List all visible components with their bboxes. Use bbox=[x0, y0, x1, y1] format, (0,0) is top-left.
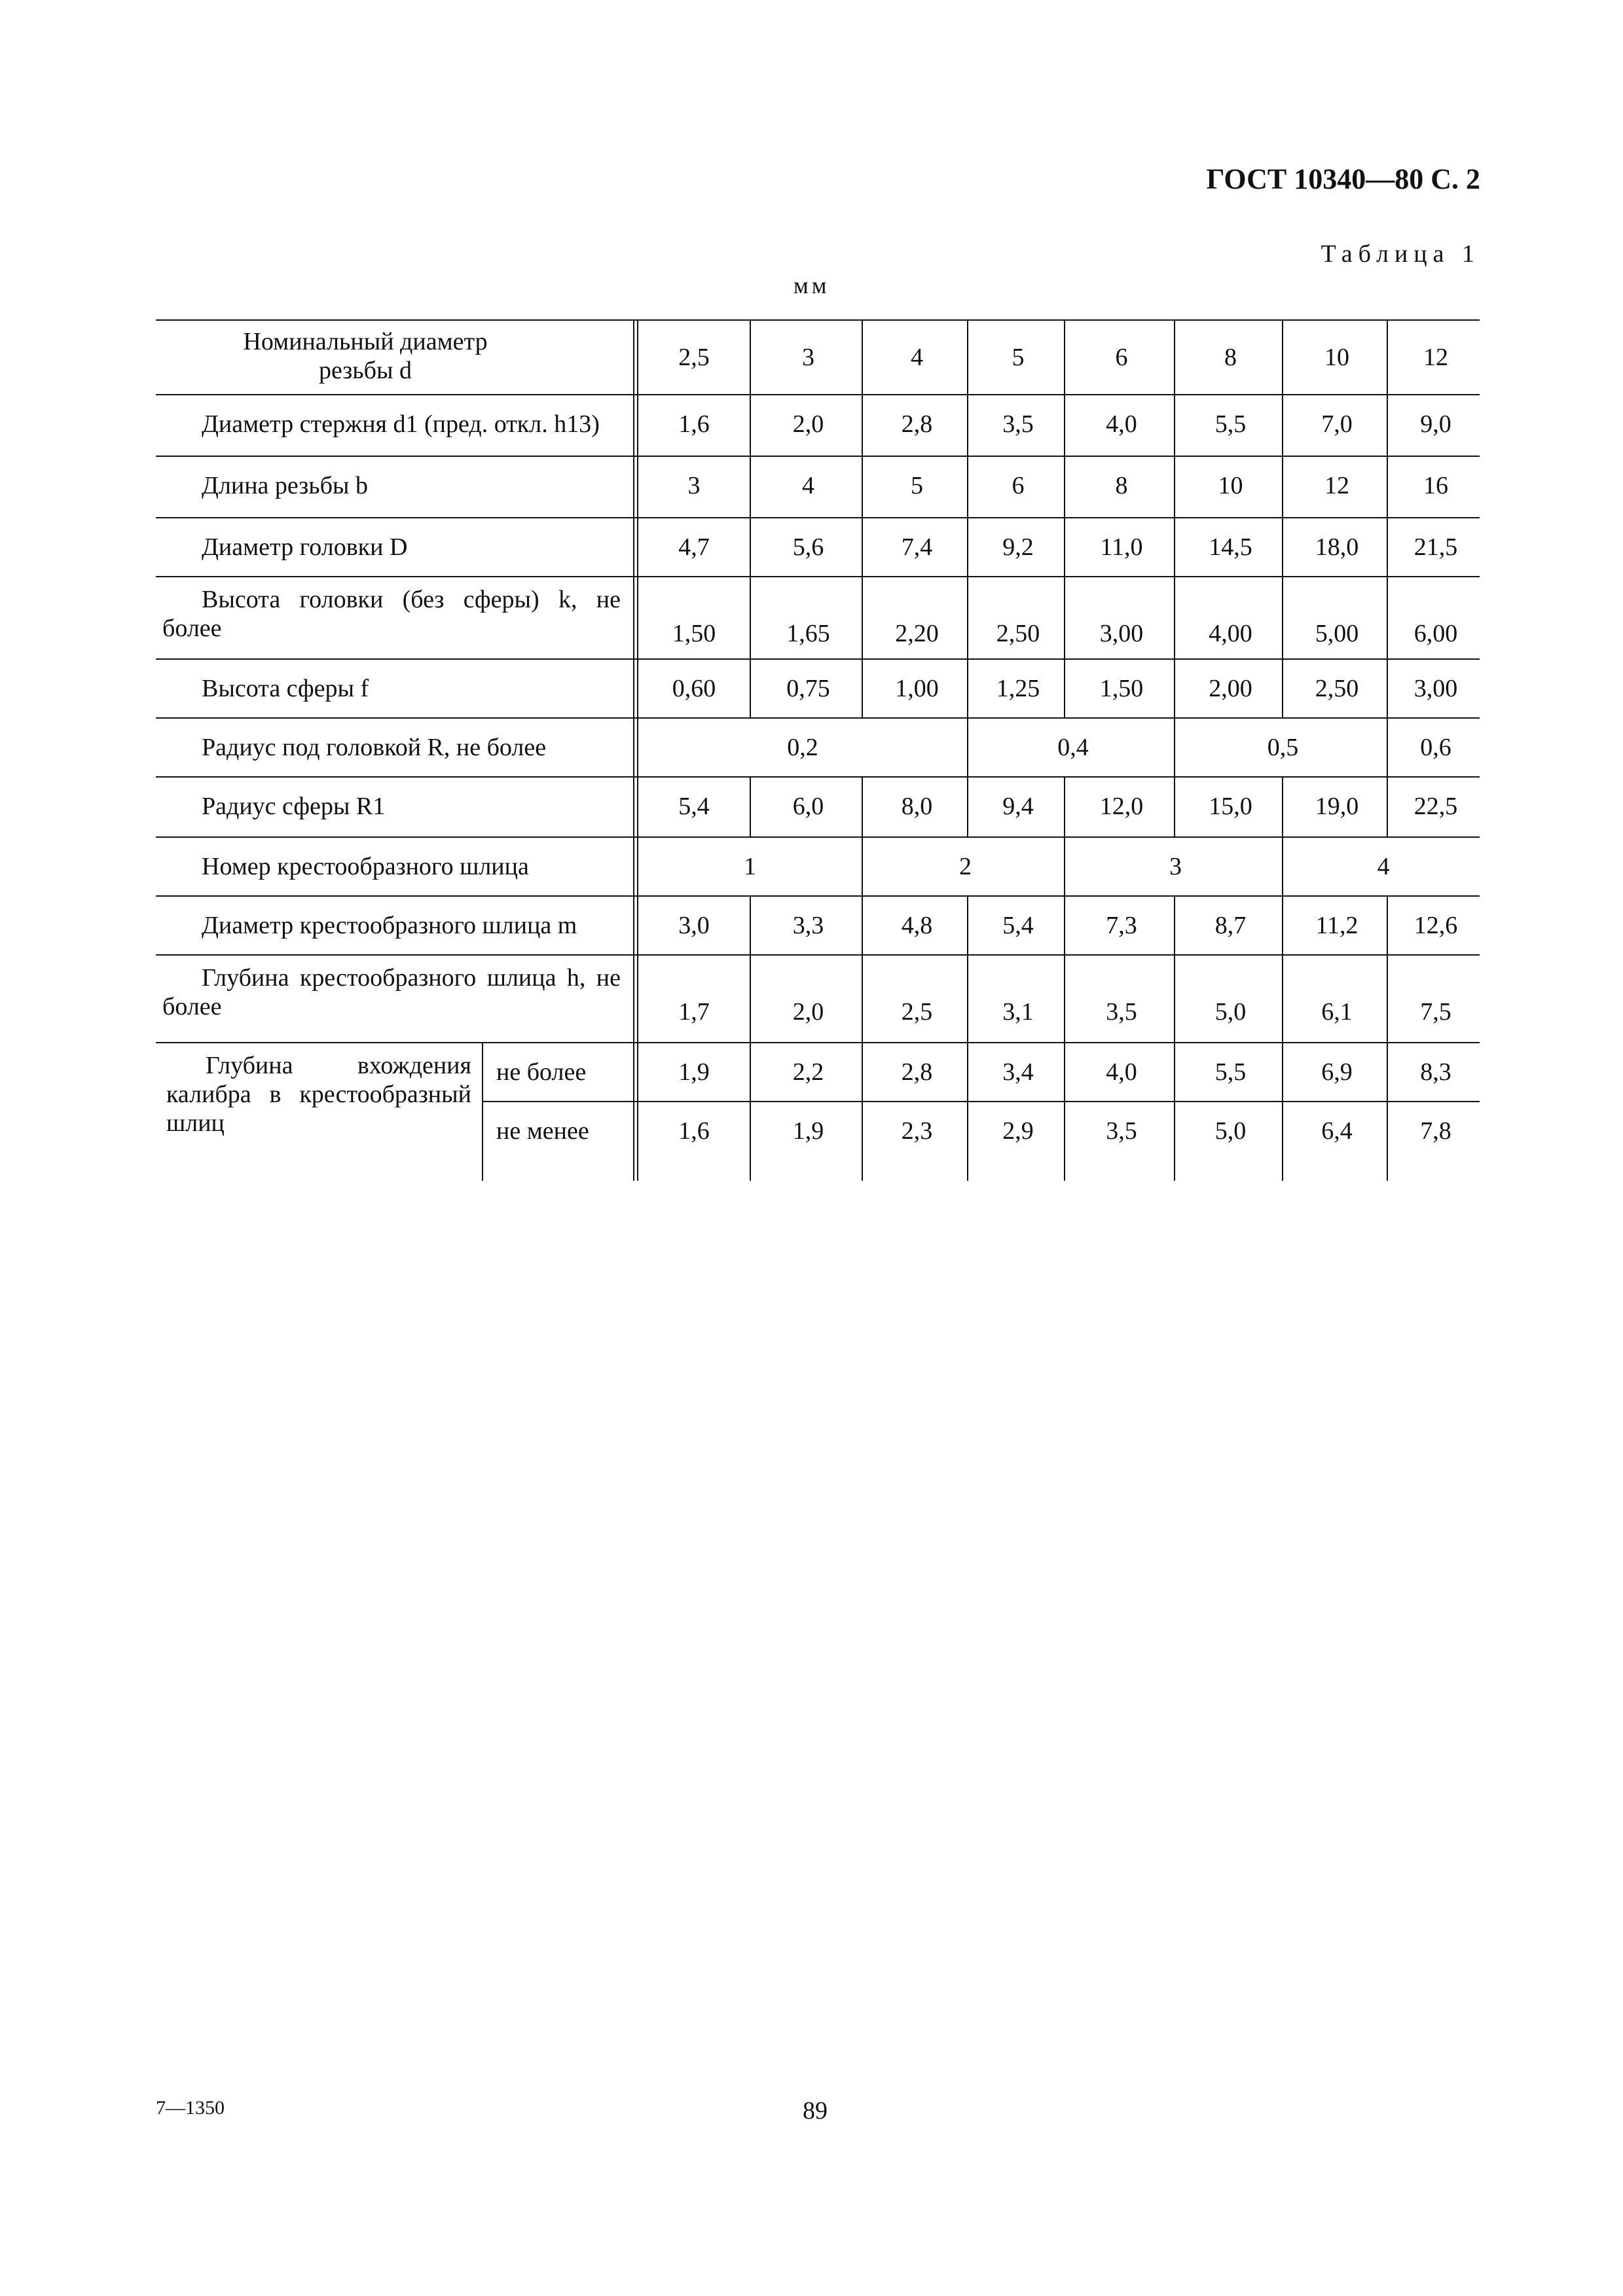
table-rule bbox=[1282, 836, 1283, 895]
header-value-d: 4 bbox=[911, 344, 923, 371]
row-value: 6,0 bbox=[792, 793, 824, 820]
page-number: 89 bbox=[803, 2097, 828, 2125]
row-value: 1 bbox=[744, 853, 756, 880]
sub-row-value: 6,9 bbox=[1321, 1058, 1353, 1086]
row-value: 4,0 bbox=[1106, 410, 1137, 438]
table-rule bbox=[1282, 394, 1283, 456]
sub-row-label: не менее bbox=[496, 1117, 589, 1145]
row-value: 5,6 bbox=[792, 533, 824, 561]
table-rule bbox=[1282, 1101, 1283, 1181]
table-rule bbox=[1064, 319, 1065, 394]
sub-row-value: 2,3 bbox=[901, 1117, 933, 1145]
table-rule bbox=[862, 517, 863, 576]
table-rule bbox=[156, 394, 1480, 395]
table-rule bbox=[1174, 658, 1175, 717]
table-rule bbox=[1064, 1042, 1065, 1101]
footer-code: 7—1350 bbox=[156, 2097, 225, 2119]
table-rule bbox=[1387, 576, 1388, 658]
table-rule bbox=[1387, 1042, 1388, 1101]
table-rule bbox=[967, 776, 968, 836]
sub-row-value: 5,0 bbox=[1214, 1117, 1247, 1145]
table-rule bbox=[1064, 776, 1065, 836]
row-label: Глубина крестообразного шлица h, не более bbox=[162, 964, 621, 1020]
row-value: 1,00 bbox=[895, 675, 939, 702]
table-rule bbox=[967, 319, 968, 394]
row-label: Длина резьбы b bbox=[202, 472, 368, 499]
header-value-d: 5 bbox=[1012, 344, 1025, 371]
table-rule bbox=[1282, 954, 1283, 1042]
row-value: 3,0 bbox=[678, 912, 710, 939]
table-rule bbox=[1174, 895, 1175, 954]
row-value: 1,25 bbox=[996, 675, 1040, 702]
table-rule bbox=[156, 954, 1480, 956]
table-rule bbox=[1174, 319, 1175, 394]
table-rule bbox=[156, 895, 1480, 897]
row-value: 9,4 bbox=[1002, 793, 1034, 820]
table-rule bbox=[1174, 1101, 1175, 1181]
row-value: 7,4 bbox=[901, 533, 933, 561]
row-value: 3 bbox=[1169, 853, 1182, 880]
row-value: 1,50 bbox=[1099, 675, 1144, 702]
table-rule bbox=[862, 1042, 863, 1101]
row-value: 11,2 bbox=[1315, 912, 1359, 939]
table-rule bbox=[1064, 517, 1065, 576]
table-rule bbox=[1282, 776, 1283, 836]
row-value: 5,00 bbox=[1315, 620, 1359, 647]
sub-row-label: не более bbox=[496, 1058, 587, 1086]
sub-row-value: 2,2 bbox=[792, 1058, 824, 1086]
row-value: 5,4 bbox=[678, 793, 710, 820]
table-rule bbox=[967, 717, 968, 776]
table-rule bbox=[1387, 954, 1388, 1042]
row-value: 1,65 bbox=[786, 620, 830, 647]
row-label: Диаметр головки D bbox=[202, 533, 408, 561]
row-label: Радиус сферы R1 bbox=[202, 793, 386, 820]
table-rule bbox=[862, 895, 863, 954]
table-rule bbox=[1387, 717, 1388, 776]
row-value: 6,1 bbox=[1321, 998, 1353, 1026]
sub-row-value: 6,4 bbox=[1321, 1117, 1353, 1145]
table-rule bbox=[1387, 394, 1388, 456]
table-rule bbox=[1387, 776, 1388, 836]
table-rule bbox=[1064, 658, 1065, 717]
row-value: 3,3 bbox=[792, 912, 824, 939]
table-rule bbox=[156, 1042, 1480, 1043]
row-value: 4,8 bbox=[901, 912, 933, 939]
table-rule bbox=[862, 319, 863, 394]
row-value: 21,5 bbox=[1413, 533, 1458, 561]
table-rule bbox=[1282, 456, 1283, 517]
table-rule bbox=[156, 717, 1480, 719]
dimensions-table bbox=[156, 319, 1480, 1181]
sub-row-value: 2,9 bbox=[1002, 1117, 1034, 1145]
row-value: 2 bbox=[959, 853, 972, 880]
row-label: Диаметр стержня d1 (пред. откл. h13) bbox=[202, 410, 600, 438]
table-rule bbox=[1174, 576, 1175, 658]
table-rule bbox=[156, 576, 1480, 577]
unit-label: мм bbox=[793, 272, 830, 298]
table-rule bbox=[156, 319, 1480, 321]
sub-row-value: 7,8 bbox=[1420, 1117, 1451, 1145]
sub-row-value: 5,5 bbox=[1214, 1058, 1247, 1086]
table-rule bbox=[1174, 456, 1175, 517]
table-rule bbox=[750, 1101, 751, 1181]
table-rule bbox=[750, 1042, 751, 1101]
row-value: 0,4 bbox=[1057, 734, 1089, 761]
header-value-d: 3 bbox=[802, 344, 814, 371]
table-rule bbox=[1174, 776, 1175, 836]
sub-row-value: 1,9 bbox=[678, 1058, 710, 1086]
sub-row-value: 1,6 bbox=[678, 1117, 710, 1145]
row-value: 7,5 bbox=[1420, 998, 1451, 1026]
table-rule bbox=[1387, 517, 1388, 576]
table-rule bbox=[862, 658, 863, 717]
row-value: 3,5 bbox=[1002, 410, 1034, 438]
row-label: Номер крестообразного шлица bbox=[202, 853, 529, 880]
table-rule bbox=[862, 394, 863, 456]
row-value: 8,7 bbox=[1214, 912, 1247, 939]
table-rule bbox=[156, 776, 1480, 778]
header-value-d: 12 bbox=[1423, 344, 1448, 371]
table-rule bbox=[967, 576, 968, 658]
table-rule bbox=[156, 456, 1480, 457]
row-value: 7,3 bbox=[1106, 912, 1137, 939]
row-value: 2,20 bbox=[895, 620, 939, 647]
table-rule bbox=[862, 576, 863, 658]
table-rule bbox=[750, 954, 751, 1042]
row-value: 4,00 bbox=[1209, 620, 1252, 647]
header-value-d: 8 bbox=[1224, 344, 1237, 371]
row-label: Высота головки (без сферы) k, не более bbox=[162, 586, 621, 642]
row-value: 0,6 bbox=[1420, 734, 1451, 761]
table-rule bbox=[1174, 394, 1175, 456]
table-rule bbox=[750, 776, 751, 836]
row-value: 4,7 bbox=[678, 533, 710, 561]
row-value: 12 bbox=[1324, 472, 1349, 499]
row-value: 3,5 bbox=[1106, 998, 1137, 1026]
sub-row-value: 1,9 bbox=[792, 1117, 824, 1145]
table-rule bbox=[1387, 658, 1388, 717]
row-value: 18,0 bbox=[1315, 533, 1359, 561]
table-rule bbox=[862, 1101, 863, 1181]
table-rule bbox=[862, 954, 863, 1042]
table-rule bbox=[1387, 319, 1388, 394]
row-value: 1,50 bbox=[672, 620, 716, 647]
table-rule bbox=[1174, 1042, 1175, 1101]
table-rule bbox=[156, 658, 1480, 660]
table-rule bbox=[1282, 895, 1283, 954]
table-rule bbox=[862, 456, 863, 517]
table-rule bbox=[1282, 658, 1283, 717]
table-rule bbox=[862, 836, 863, 895]
row-value: 2,50 bbox=[1315, 675, 1359, 702]
table-rule bbox=[967, 456, 968, 517]
row-value: 9,0 bbox=[1420, 410, 1451, 438]
table-rule bbox=[967, 1042, 968, 1101]
row-label: Высота сферы f bbox=[202, 675, 369, 702]
table-rule bbox=[750, 658, 751, 717]
row-value: 19,0 bbox=[1315, 793, 1359, 820]
row-value: 5 bbox=[911, 472, 923, 499]
table-rule bbox=[750, 394, 751, 456]
table-rule bbox=[637, 319, 638, 1181]
row-value: 1,6 bbox=[678, 410, 710, 438]
table-rule bbox=[156, 517, 1480, 518]
row-value: 2,5 bbox=[901, 998, 933, 1026]
table-rule bbox=[1064, 456, 1065, 517]
table-rule bbox=[1174, 954, 1175, 1042]
row-value: 8,0 bbox=[901, 793, 933, 820]
header-label-nominal-diameter: Номинальный диаметр резьбы d bbox=[243, 328, 488, 384]
row-value: 0,60 bbox=[672, 675, 716, 702]
row-value: 12,0 bbox=[1099, 793, 1144, 820]
row-value: 22,5 bbox=[1413, 793, 1458, 820]
row-value: 11,0 bbox=[1100, 533, 1143, 561]
table-rule bbox=[1064, 394, 1065, 456]
table-rule bbox=[1064, 1101, 1065, 1181]
table-rule bbox=[482, 1042, 483, 1181]
table-rule bbox=[967, 895, 968, 954]
row-value: 2,0 bbox=[792, 410, 824, 438]
row-value: 8 bbox=[1115, 472, 1128, 499]
sub-row-value: 3,4 bbox=[1002, 1058, 1034, 1086]
row-value: 9,2 bbox=[1002, 533, 1034, 561]
table-rule bbox=[1064, 895, 1065, 954]
table-rule bbox=[1174, 717, 1175, 776]
table-rule bbox=[750, 517, 751, 576]
table-rule bbox=[1174, 517, 1175, 576]
row-value: 0,5 bbox=[1267, 734, 1299, 761]
row-value: 5,5 bbox=[1214, 410, 1247, 438]
sub-row-value: 2,8 bbox=[901, 1058, 933, 1086]
table-rule bbox=[967, 517, 968, 576]
table-rule bbox=[967, 658, 968, 717]
table-rule bbox=[967, 954, 968, 1042]
table-rule bbox=[967, 394, 968, 456]
row-value: 2,00 bbox=[1209, 675, 1252, 702]
row-label: Радиус под головкой R, не более bbox=[202, 734, 547, 761]
sub-row-value: 4,0 bbox=[1106, 1058, 1137, 1086]
table-rule bbox=[750, 576, 751, 658]
row-value: 10 bbox=[1218, 472, 1243, 499]
table-rule bbox=[156, 836, 1480, 838]
row-value: 0,75 bbox=[786, 675, 830, 702]
table-rule bbox=[1064, 836, 1065, 895]
row-label: Диаметр крестообразного шлица m bbox=[202, 912, 577, 939]
row-value: 5,0 bbox=[1214, 998, 1247, 1026]
table-rule bbox=[1064, 576, 1065, 658]
table-rule bbox=[1282, 1042, 1283, 1101]
document-header-title: ГОСТ 10340—80 С. 2 bbox=[1206, 163, 1480, 195]
row-value: 3,1 bbox=[1002, 998, 1034, 1026]
row-value: 16 bbox=[1423, 472, 1448, 499]
row-value: 2,50 bbox=[996, 620, 1040, 647]
row-value: 3,00 bbox=[1099, 620, 1144, 647]
header-value-d: 2,5 bbox=[678, 344, 710, 371]
row-value: 3,00 bbox=[1413, 675, 1458, 702]
table-rule bbox=[750, 895, 751, 954]
sub-row-value: 8,3 bbox=[1420, 1058, 1451, 1086]
table-rule bbox=[862, 776, 863, 836]
row-value: 0,2 bbox=[787, 734, 818, 761]
row-value: 4 bbox=[802, 472, 814, 499]
table-rule bbox=[1387, 456, 1388, 517]
row-value: 14,5 bbox=[1209, 533, 1252, 561]
table-rule bbox=[750, 319, 751, 394]
row-value: 6,00 bbox=[1413, 620, 1458, 647]
header-value-d: 10 bbox=[1324, 344, 1349, 371]
table-rule bbox=[1064, 954, 1065, 1042]
header-value-d: 6 bbox=[1115, 344, 1128, 371]
row-value: 5,4 bbox=[1002, 912, 1034, 939]
table-rule bbox=[1282, 319, 1283, 394]
sub-row-value: 3,5 bbox=[1106, 1117, 1137, 1145]
row-value: 4 bbox=[1377, 853, 1390, 880]
row-value: 3 bbox=[687, 472, 701, 499]
table-rule bbox=[482, 1101, 1480, 1102]
row-value: 2,0 bbox=[792, 998, 824, 1026]
table-rule bbox=[967, 1101, 968, 1181]
row-value: 15,0 bbox=[1209, 793, 1252, 820]
table-rule bbox=[750, 456, 751, 517]
row-value: 1,7 bbox=[678, 998, 710, 1026]
table-rule bbox=[1282, 517, 1283, 576]
row-value: 6 bbox=[1012, 472, 1025, 499]
row-value: 7,0 bbox=[1321, 410, 1353, 438]
row-value: 12,6 bbox=[1413, 912, 1458, 939]
row-value: 2,8 bbox=[901, 410, 933, 438]
table-caption: Таблица 1 bbox=[1321, 240, 1480, 268]
table-rule bbox=[1282, 576, 1283, 658]
row-label-gauge-depth: Глубина вхождения калибра в крестообразный шлиц bbox=[166, 1052, 471, 1137]
table-rule bbox=[1387, 895, 1388, 954]
table-rule bbox=[1387, 1101, 1388, 1181]
table-rule bbox=[633, 319, 634, 1181]
